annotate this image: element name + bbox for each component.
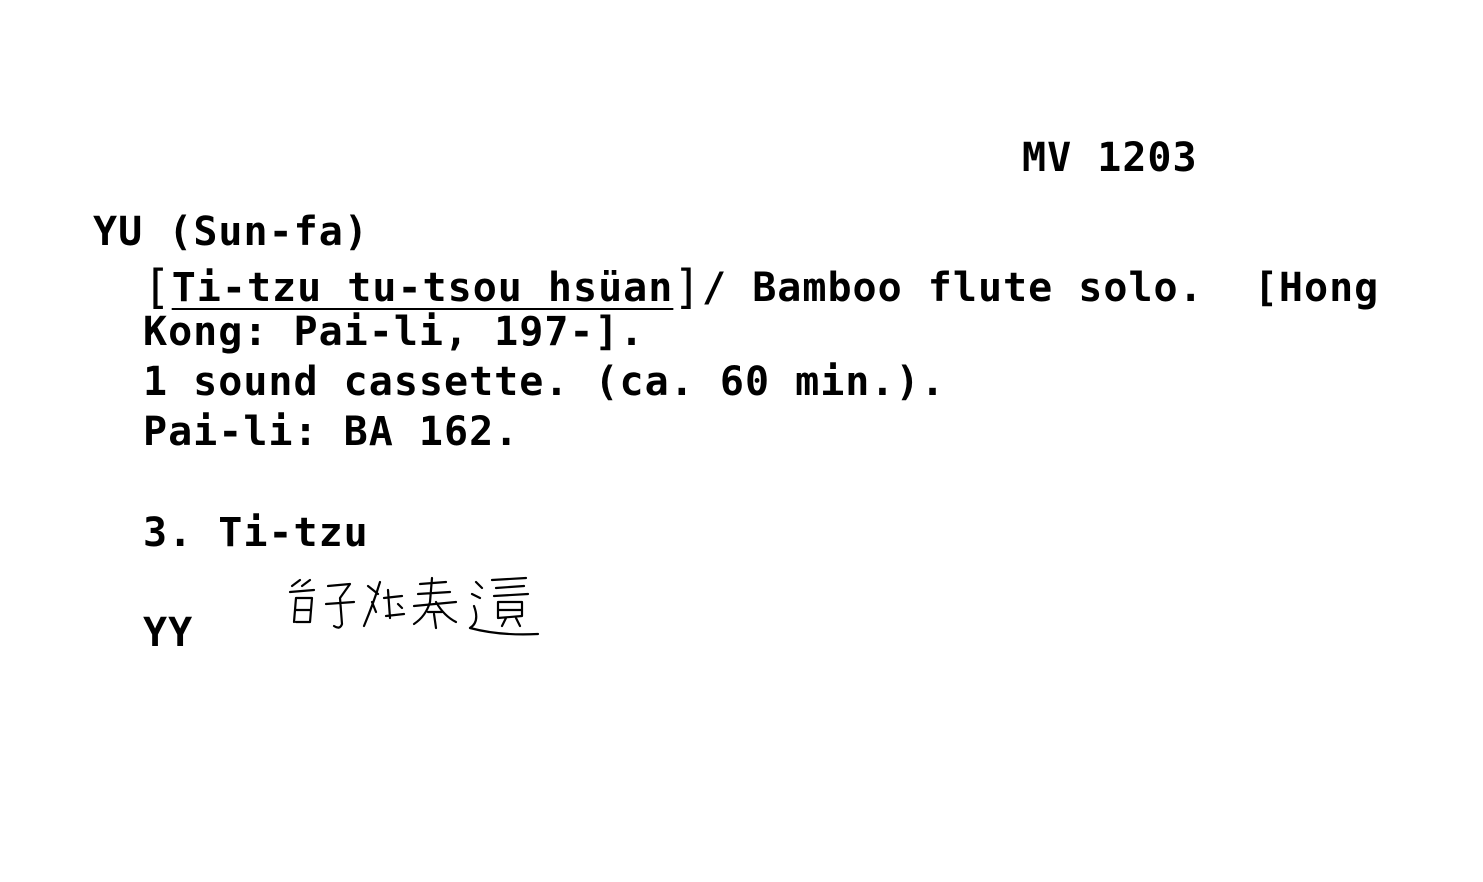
imprint-line: Kong: Pai-li, 197-]. — [143, 309, 645, 355]
handwritten-chinese-title — [280, 572, 600, 652]
title-statement — [143, 260, 1380, 314]
physical-description: 1 sound cassette. (ca. 60 min.). — [143, 359, 946, 405]
title-remainder: / Bamboo flute solo. [Hong — [702, 265, 1380, 311]
publisher-number: Pai-li: BA 162. — [143, 409, 520, 455]
main-entry-heading: YU (Sun-fa) — [93, 209, 369, 255]
title-close-bracket: ] — [673, 260, 703, 314]
cataloger-initials: YY — [143, 610, 194, 656]
title-open-bracket: [ — [143, 260, 172, 314]
romanized-title: Ti-tzu tu-tsou hsüan — [171, 265, 674, 311]
call-number: MV 1203 — [1022, 135, 1198, 181]
subject-tracing: 3. Ti-tzu — [143, 510, 369, 556]
